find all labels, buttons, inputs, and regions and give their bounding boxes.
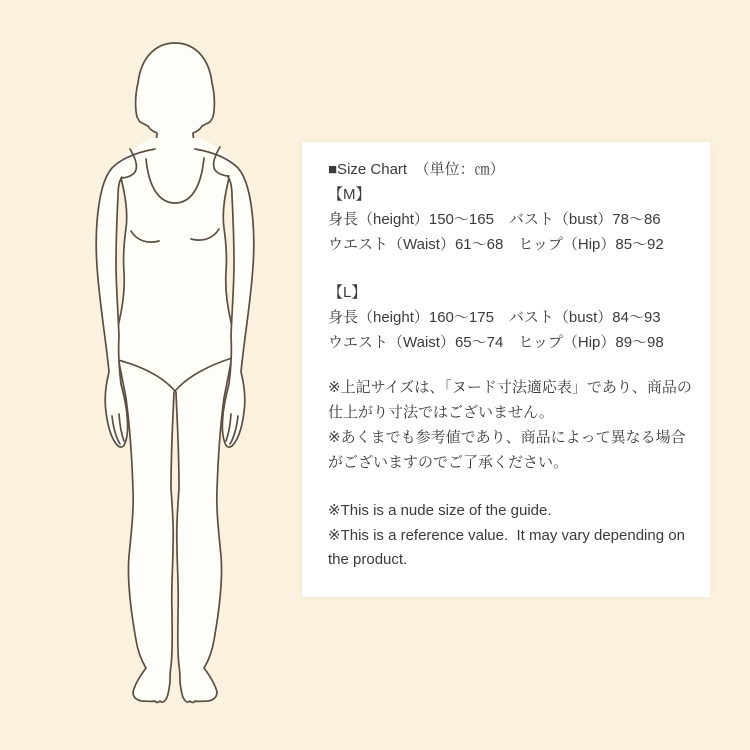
size-l-row-waist-hip: ウエスト（Waist）65〜74 ヒップ（Hip）89〜98 [328, 334, 664, 351]
note-en-nude-size: ※This is a nude size of the guide. [328, 502, 552, 519]
size-l-label: 【L】 [328, 284, 367, 301]
size-block-m [328, 182, 692, 257]
note-ja-reference-value: ※あくまでも参考値であり、商品によって異なる場合がございますのでご了承ください。 [328, 429, 686, 471]
size-block-l [328, 280, 692, 355]
note-en-reference-value: ※This is a reference value. It may vary depending on the product. [328, 526, 690, 568]
size-l-row-height-bust: 身長（height）160〜175 バスト（bust）84〜93 [328, 309, 661, 326]
size-m-row-waist-hip: ウエスト（Waist）61〜68 ヒップ（Hip）85〜92 [328, 236, 664, 253]
female-body-outline-svg [0, 0, 350, 750]
torso-legs-shape [112, 138, 238, 703]
notes-japanese [328, 375, 692, 475]
note-ja-nude-size: ※上記サイズは、「ヌード寸法適応表」であり、商品の仕上がり寸法ではございません。 [328, 379, 692, 421]
size-chart-panel [302, 142, 710, 597]
notes-english [328, 499, 692, 573]
size-m-label: 【M】 [328, 186, 371, 203]
head-shape [136, 43, 215, 152]
body-figure-illustration [0, 0, 350, 750]
size-chart-title: ■Size Chart （単位：㎝） [328, 161, 505, 178]
size-m-row-height-bust: 身長（height）150〜165 バスト（bust）78〜86 [328, 211, 661, 228]
